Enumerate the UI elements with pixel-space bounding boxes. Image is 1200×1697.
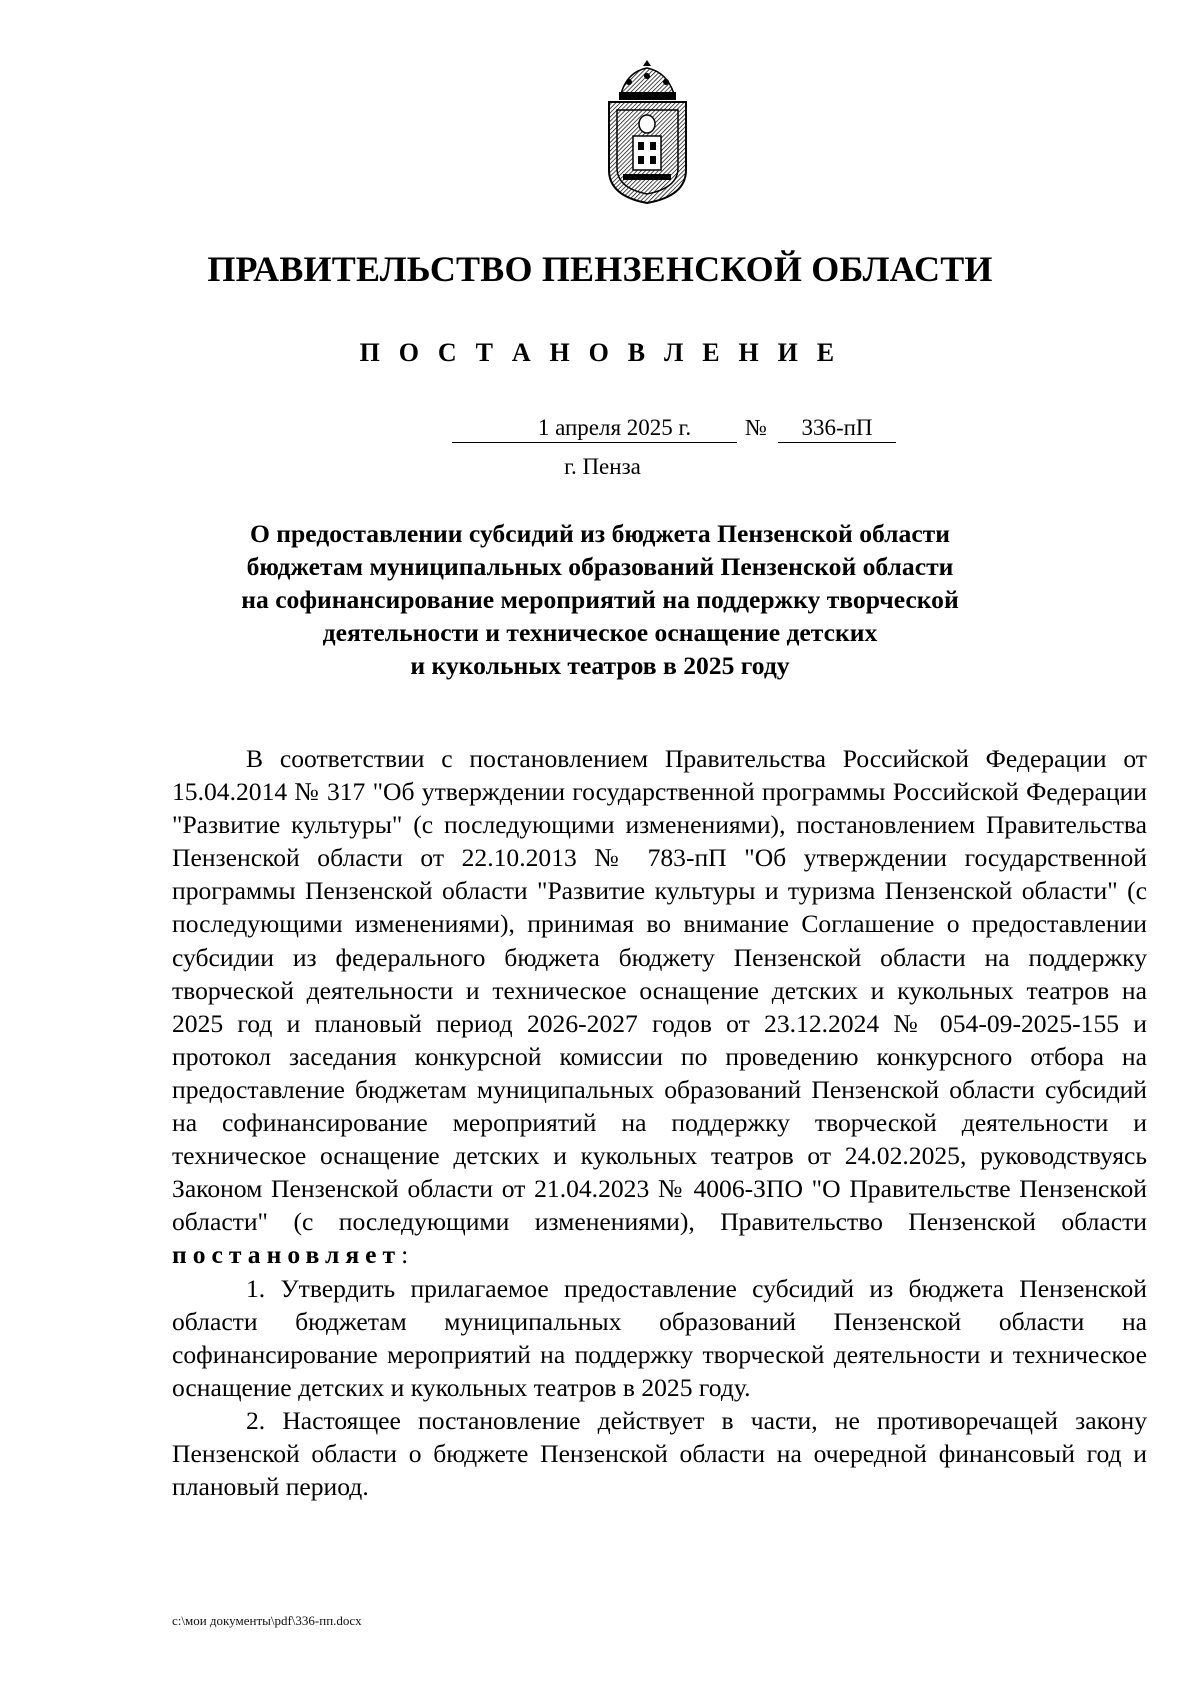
- preamble-paragraph: [172, 742, 1147, 1272]
- subject-line: и кукольных театров в 2025 году: [410, 651, 790, 680]
- document-type: П О С Т А Н О В Л Е Н И Е: [359, 338, 841, 367]
- subject-line: на софинансирование мероприятий на поддержку творческой: [241, 585, 959, 614]
- date-number-line: [0, 414, 1200, 448]
- document-number: 336-пП: [778, 414, 896, 443]
- city: г. Пенза: [564, 454, 641, 479]
- item-1-paragraph: 1. Утвердить прилагаемое предоставление субсидий из бюджета Пензенской области бюджетам муниципальных образований Пензенской области на софинансирование мероприятий на поддержку творческой деятельности и техническое оснащение детских и кукольных театров в 2025 году.: [172, 1273, 1147, 1402]
- document-subject: [0, 517, 1200, 682]
- number-sign: №: [745, 415, 767, 440]
- subject-line: бюджетам муниципальных образований Пензенской области: [246, 552, 954, 581]
- preamble-text: В соответствии с постановлением Правительства Российской Федерации от 15.04.2014 № 317 "Об утверждении государственной программы Российской Федерации "Развитие культуры" (с последующими изменениями), постановлением Правительства Пензенской области от 22.10.2013 № 783-пП "Об утверждении государственной программы Пензенской области "Развитие культуры и туризма Пензенской области" (с последующими изменениями), принимая во внимание Соглашение о предоставлении субсидии из федерального бюджета бюджету Пензенской области на поддержку творческой деятельности и техническое оснащение детских и кукольных театров на 2025 год и плановый период 2026-2027 годов от 23.12.2024 № 054-09-2025-155 и протокол заседания конкурсной комиссии по проведению конкурсного отбора на предоставление бюджетам муниципальных образований Пензенской области субсидий на софинансирование мероприятий на поддержку творческой деятельности и техническое оснащение детских и кукольных театров от 24.02.2025, руководствуясь Законом Пензенской области от 21.04.2023 № 4006-ЗПО "О Правительстве Пензенской области" (с последующими изменениями), Правительство Пензенской области: [172, 744, 1147, 1237]
- file-path-footer: c:\мои документы\pdf\336-пп.docx: [172, 1613, 362, 1628]
- item-2-paragraph: 2. Настоящее постановление действует в части, не противоречащей закону Пензенской области о бюджете Пензенской области на очередной финансовый год и плановый период.: [172, 1405, 1147, 1502]
- decree-colon: :: [401, 1240, 409, 1270]
- penza-oblast-coat-of-arms-icon: [605, 58, 690, 204]
- subject-line: О предоставлении субсидий из бюджета Пензенской области: [250, 519, 950, 548]
- document-body: [172, 742, 1147, 1503]
- decree-word: постановляет: [172, 1240, 402, 1270]
- document-date: 1 апреля 2025 г.: [452, 414, 737, 443]
- government-title: ПРАВИТЕЛЬСТВО ПЕНЗЕНСКОЙ ОБЛАСТИ: [207, 249, 993, 289]
- subject-line: деятельности и техническое оснащение детских: [322, 618, 878, 647]
